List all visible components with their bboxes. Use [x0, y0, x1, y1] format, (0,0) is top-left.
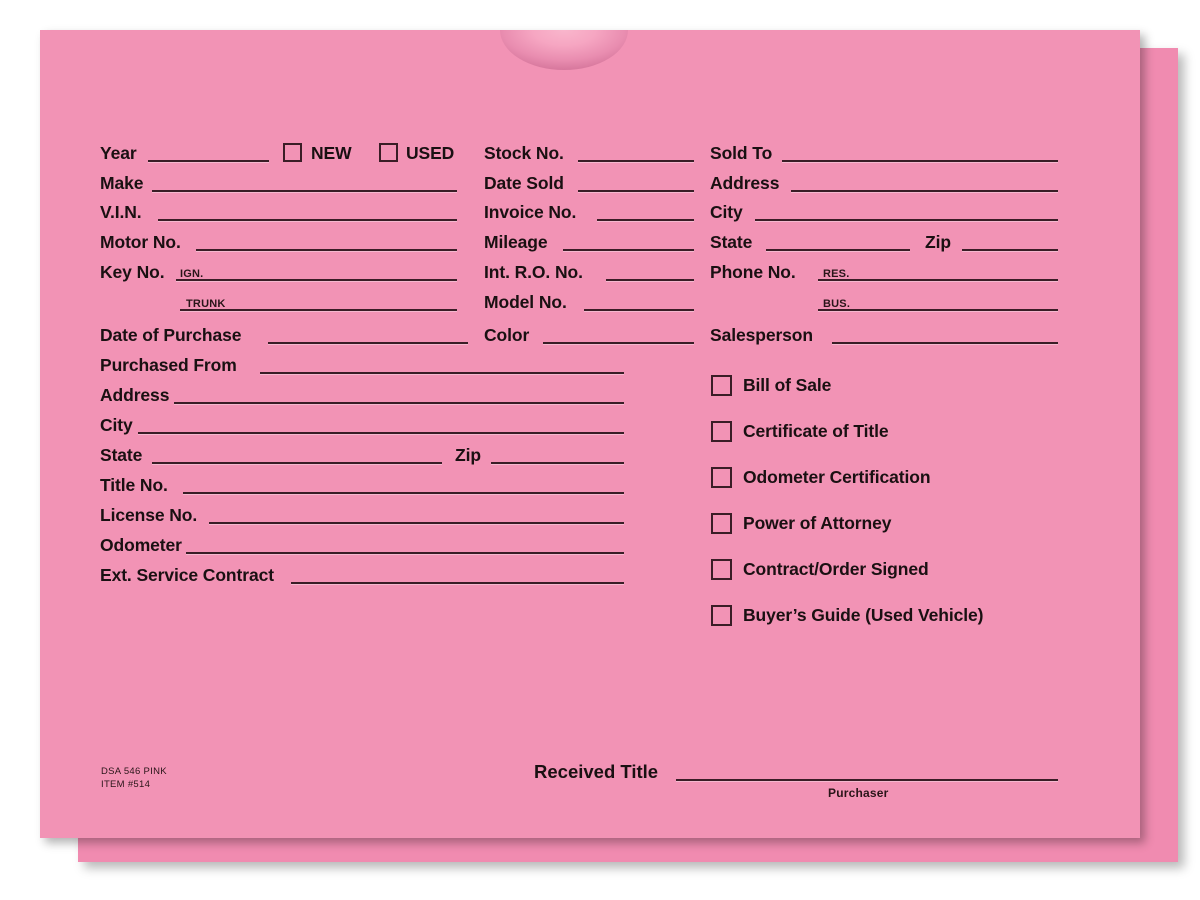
field-rule-buyer-zip[interactable]	[962, 249, 1058, 251]
field-rule-phone-res[interactable]	[818, 279, 1058, 281]
field-rule-motor-no[interactable]	[196, 249, 457, 251]
received-title-signature-rule[interactable]	[676, 779, 1058, 781]
field-rule-date-of-purchase[interactable]	[268, 342, 468, 344]
field-sublabel-trunk: TRUNK	[186, 298, 226, 310]
form-code-line-1: DSA 546 PINK	[101, 766, 167, 777]
checkbox-contract-order-signed[interactable]	[711, 559, 732, 580]
field-label-purchased-city: City	[100, 415, 133, 435]
field-sublabel-ign: IGN.	[180, 268, 204, 280]
field-rule-mileage[interactable]	[563, 249, 694, 251]
field-label-color: Color	[484, 325, 530, 345]
field-rule-vin[interactable]	[158, 219, 457, 221]
field-rule-model-no[interactable]	[584, 309, 694, 311]
field-label-stock-no: Stock No.	[484, 143, 564, 163]
checkbox-buyers-guide[interactable]	[711, 605, 732, 626]
checkbox-label-contract-order-signed: Contract/Order Signed	[743, 559, 929, 579]
field-label-model-no: Model No.	[484, 292, 567, 312]
checkbox-label-certificate-of-title: Certificate of Title	[743, 421, 889, 441]
field-label-phone-no: Phone No.	[710, 262, 796, 282]
field-label-buyer-address: Address	[710, 173, 780, 193]
field-rule-int-ro-no[interactable]	[606, 279, 694, 281]
field-rule-date-sold[interactable]	[578, 190, 694, 192]
checkbox-label-power-of-attorney: Power of Attorney	[743, 513, 892, 533]
field-label-mileage: Mileage	[484, 232, 548, 252]
field-sublabel-res: RES.	[823, 268, 850, 280]
field-rule-color[interactable]	[543, 342, 694, 344]
field-rule-buyer-address[interactable]	[791, 190, 1058, 192]
field-label-title-no: Title No.	[100, 475, 168, 495]
field-rule-buyer-state[interactable]	[766, 249, 910, 251]
purchaser-caption: Purchaser	[828, 786, 889, 800]
checkbox-certificate-of-title[interactable]	[711, 421, 732, 442]
field-rule-purchased-zip[interactable]	[491, 462, 624, 464]
field-rule-salesperson[interactable]	[832, 342, 1058, 344]
field-sublabel-bus: BUS.	[823, 298, 851, 310]
checkbox-label-odometer-certification: Odometer Certification	[743, 467, 931, 487]
checkbox-power-of-attorney[interactable]	[711, 513, 732, 534]
field-rule-key-trunk[interactable]	[180, 309, 457, 311]
received-title-label: Received Title	[534, 761, 659, 782]
checkbox-label-bill-of-sale: Bill of Sale	[743, 375, 832, 395]
checkbox-bill-of-sale[interactable]	[711, 375, 732, 396]
field-rule-year[interactable]	[148, 160, 269, 162]
field-label-buyer-zip: Zip	[925, 232, 951, 252]
form-code-line-2: ITEM #514	[101, 779, 151, 790]
field-label-int-ro-no: Int. R.O. No.	[484, 262, 583, 282]
field-label-vin: V.I.N.	[100, 202, 142, 222]
field-rule-phone-bus[interactable]	[818, 309, 1058, 311]
field-label-year: Year	[100, 143, 137, 163]
field-rule-title-no[interactable]	[183, 492, 624, 494]
field-rule-make[interactable]	[152, 190, 457, 192]
field-label-salesperson: Salesperson	[710, 325, 813, 345]
envelope-front-sheet	[40, 30, 1140, 838]
field-label-key-no: Key No.	[100, 262, 165, 282]
field-label-buyer-city: City	[710, 202, 743, 222]
field-label-date-sold: Date Sold	[484, 173, 564, 193]
checkbox-label-used: USED	[406, 143, 455, 163]
field-rule-key-ign[interactable]	[176, 279, 457, 281]
field-label-ext-service-contract: Ext. Service Contract	[100, 565, 274, 585]
field-label-purchased-address: Address	[100, 385, 170, 405]
checkbox-used[interactable]	[379, 143, 398, 162]
field-rule-license-no[interactable]	[209, 522, 624, 524]
field-rule-ext-service-contract[interactable]	[291, 582, 624, 584]
field-rule-stock-no[interactable]	[578, 160, 694, 162]
field-label-make: Make	[100, 173, 144, 193]
field-label-buyer-state: State	[710, 232, 753, 252]
field-rule-buyer-city[interactable]	[755, 219, 1058, 221]
field-label-sold-to: Sold To	[710, 143, 773, 163]
field-label-purchased-from: Purchased From	[100, 355, 237, 375]
field-rule-purchased-address[interactable]	[174, 402, 624, 404]
field-rule-purchased-city[interactable]	[138, 432, 624, 434]
field-label-date-of-purchase: Date of Purchase	[100, 325, 242, 345]
field-label-license-no: License No.	[100, 505, 198, 525]
checkbox-label-buyers-guide: Buyer’s Guide (Used Vehicle)	[743, 605, 984, 625]
field-rule-sold-to[interactable]	[782, 160, 1058, 162]
field-label-motor-no: Motor No.	[100, 232, 181, 252]
checkbox-odometer-certification[interactable]	[711, 467, 732, 488]
field-rule-purchased-from[interactable]	[260, 372, 624, 374]
field-label-odometer: Odometer	[100, 535, 182, 555]
field-rule-invoice-no[interactable]	[597, 219, 694, 221]
checkbox-label-new: NEW	[311, 143, 352, 163]
field-label-purchased-zip: Zip	[455, 445, 481, 465]
field-label-invoice-no: Invoice No.	[484, 202, 577, 222]
field-rule-purchased-state[interactable]	[152, 462, 442, 464]
field-rule-odometer[interactable]	[186, 552, 624, 554]
checkbox-new[interactable]	[283, 143, 302, 162]
field-label-purchased-state: State	[100, 445, 143, 465]
